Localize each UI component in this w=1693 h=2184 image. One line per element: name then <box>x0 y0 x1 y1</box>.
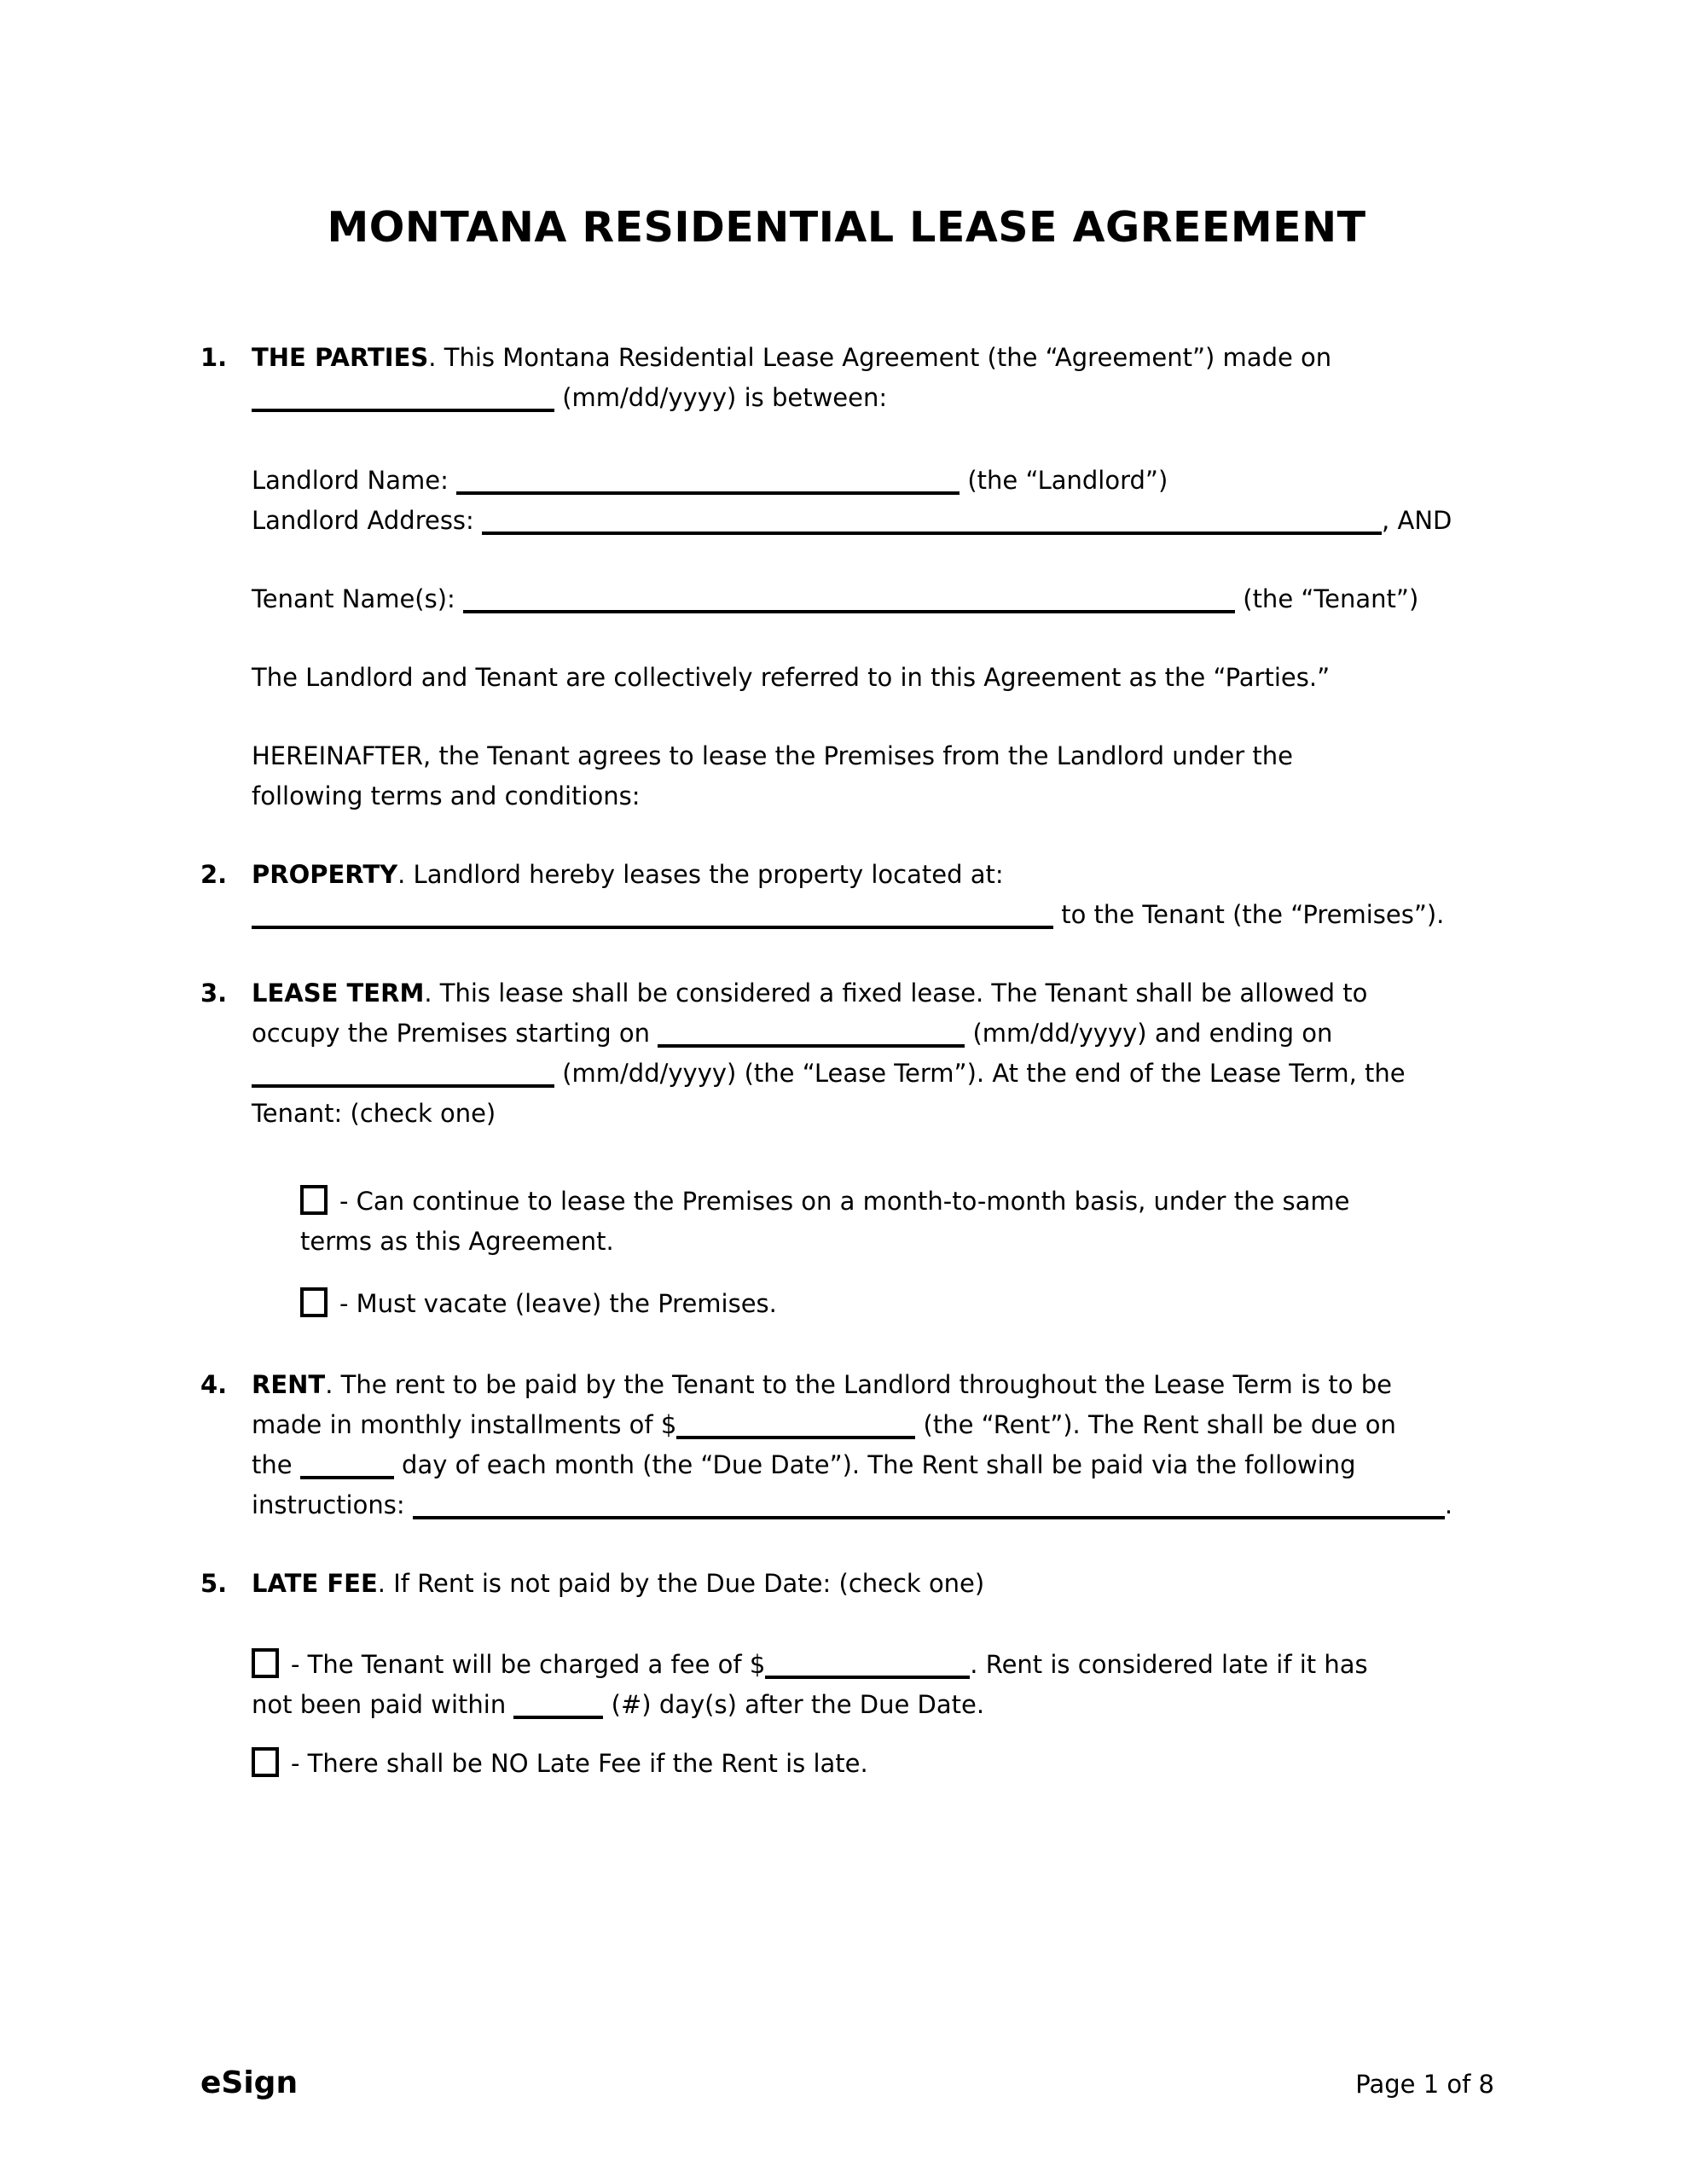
text-line: The Landlord and Tenant are collectively referred to in this Agreement as the “Parties.” <box>252 663 1331 692</box>
text-run: occupy the Premises starting on <box>252 1019 658 1048</box>
section-heading-late-fee: LATE FEE <box>252 1569 378 1598</box>
section-heading-rent: RENT <box>252 1370 326 1399</box>
late-fee-days-field[interactable] <box>513 1690 603 1719</box>
section-number-late-fee: 5. <box>200 1569 228 1598</box>
esign-logo: eSign <box>200 2065 299 2100</box>
option-text: - There shall be NO Late Fee if the Rent is late. <box>291 1749 868 1778</box>
rent-line-4 <box>252 1485 1539 1525</box>
option-line <box>300 1182 1539 1222</box>
option-line <box>300 1284 1539 1324</box>
page-number: Page 1 of 8 <box>1355 2070 1494 2099</box>
lease-end-date-field[interactable] <box>252 1059 554 1088</box>
text-run: instructions: <box>252 1490 413 1519</box>
option-text: - The Tenant will be charged a fee of $ <box>291 1650 766 1679</box>
document-title: MONTANA RESIDENTIAL LEASE AGREEMENT <box>327 203 1366 252</box>
text-run: (mm/dd/yyyy) (the “Lease Term”). At the end of the Lease Term, the <box>554 1059 1406 1088</box>
text-run: . Landlord hereby leases the property located at: <box>397 860 1004 889</box>
rent-line-2 <box>252 1405 1539 1445</box>
lease-term-line-1 <box>252 973 1539 1014</box>
no-late-fee-checkbox[interactable] <box>252 1747 279 1777</box>
section-number-parties: 1. <box>200 343 228 372</box>
page-footer <box>200 2063 1494 2105</box>
section-number-rent: 4. <box>200 1370 228 1399</box>
section-number-property: 2. <box>200 860 228 889</box>
late-fee-line-1 <box>252 1564 1539 1604</box>
text-run: . This Montana Residential Lease Agreement (the “Agreement”) made on <box>428 343 1332 372</box>
parties-line-1 <box>252 338 1539 378</box>
tenant-name-line <box>252 579 1539 619</box>
section-heading-parties: THE PARTIES <box>252 343 429 372</box>
document-content <box>0 338 1693 1784</box>
section-late-fee <box>200 1564 1539 1604</box>
lease-end-option-2 <box>252 1284 1539 1324</box>
text-run: (mm/dd/yyyy) and ending on <box>965 1019 1333 1048</box>
section-heading-lease-term: LEASE TERM <box>252 979 425 1008</box>
property-line-1 <box>252 855 1539 895</box>
section-property <box>200 855 1539 935</box>
late-fee-option-1 <box>252 1645 1539 1725</box>
landlord-address-line <box>252 501 1539 541</box>
agreement-date-field[interactable] <box>252 383 554 412</box>
lease-term-line-3 <box>252 1054 1539 1094</box>
option-text: not been paid within <box>252 1690 514 1719</box>
section-number-lease-term: 3. <box>200 979 228 1008</box>
hereinafter-paragraph <box>252 736 1539 816</box>
section-lease-term <box>200 973 1539 1134</box>
text-run: (the “Tenant”) <box>1235 584 1419 613</box>
text-run: . If Rent is not paid by the Due Date: (check one) <box>377 1569 985 1598</box>
option-line: terms as this Agreement. <box>300 1227 614 1256</box>
option-text: - Can continue to lease the Premises on a month-to-month basis, under the same <box>339 1187 1350 1216</box>
text-run: made in monthly installments of $ <box>252 1410 677 1439</box>
must-vacate-checkbox[interactable] <box>300 1287 328 1317</box>
lease-end-option-1 <box>252 1182 1539 1262</box>
text-run: (the “Rent”). The Rent shall be due on <box>915 1410 1396 1439</box>
lease-term-line-2 <box>252 1014 1539 1054</box>
tenant-name-label: Tenant Name(s): <box>252 584 464 613</box>
month-to-month-checkbox[interactable] <box>300 1185 328 1215</box>
late-fee-charged-checkbox[interactable] <box>252 1648 279 1678</box>
section-heading-property: PROPERTY <box>252 860 398 889</box>
rent-line-3 <box>252 1445 1539 1485</box>
tenant-block <box>252 579 1539 619</box>
section-the-parties <box>200 338 1539 418</box>
option-line <box>252 1744 1539 1784</box>
landlord-address-field[interactable] <box>482 506 1382 535</box>
option-text: - Must vacate (leave) the Premises. <box>339 1289 777 1318</box>
lease-term-line-4: Tenant: (check one) <box>252 1099 496 1128</box>
landlord-address-label: Landlord Address: <box>252 506 483 535</box>
landlord-name-line <box>252 461 1539 501</box>
option-line <box>252 1685 1539 1725</box>
parties-line-2 <box>252 378 1539 418</box>
text-run: (the “Landlord”) <box>960 466 1168 495</box>
property-line-2 <box>252 895 1539 935</box>
rent-amount-field[interactable] <box>676 1410 915 1439</box>
text-run: , AND <box>1382 506 1452 535</box>
landlord-name-label: Landlord Name: <box>252 466 457 495</box>
rent-line-1 <box>252 1365 1539 1405</box>
text-run: . The rent to be paid by the Tenant to the Landlord throughout the Lease Term is to be <box>325 1370 1392 1399</box>
option-line <box>252 1645 1539 1685</box>
lease-start-date-field[interactable] <box>658 1019 965 1048</box>
rent-due-day-field[interactable] <box>300 1450 394 1479</box>
late-fee-amount-field[interactable] <box>765 1650 970 1679</box>
landlord-name-field[interactable] <box>456 466 960 495</box>
text-line: following terms and conditions: <box>252 781 641 810</box>
text-run: (mm/dd/yyyy) is between: <box>554 383 888 412</box>
section-rent <box>200 1365 1539 1525</box>
payment-instructions-field[interactable] <box>413 1490 1445 1519</box>
option-text: (#) day(s) after the Due Date. <box>603 1690 985 1719</box>
collective-paragraph <box>252 658 1539 698</box>
property-address-field[interactable] <box>252 900 1053 929</box>
text-line: HEREINAFTER, the Tenant agrees to lease the Premises from the Landlord under the <box>252 741 1294 770</box>
text-run: . <box>1444 1490 1453 1519</box>
option-text: . Rent is considered late if it has <box>970 1650 1368 1679</box>
text-run: to the Tenant (the “Premises”). <box>1053 900 1445 929</box>
text-run: the <box>252 1450 300 1479</box>
text-run: . This lease shall be considered a fixed lease. The Tenant shall be allowed to <box>424 979 1368 1008</box>
landlord-block <box>252 461 1539 541</box>
text-run: day of each month (the “Due Date”). The Rent shall be paid via the following <box>393 1450 1356 1479</box>
tenant-names-field[interactable] <box>463 584 1235 613</box>
late-fee-option-2 <box>252 1744 1539 1784</box>
